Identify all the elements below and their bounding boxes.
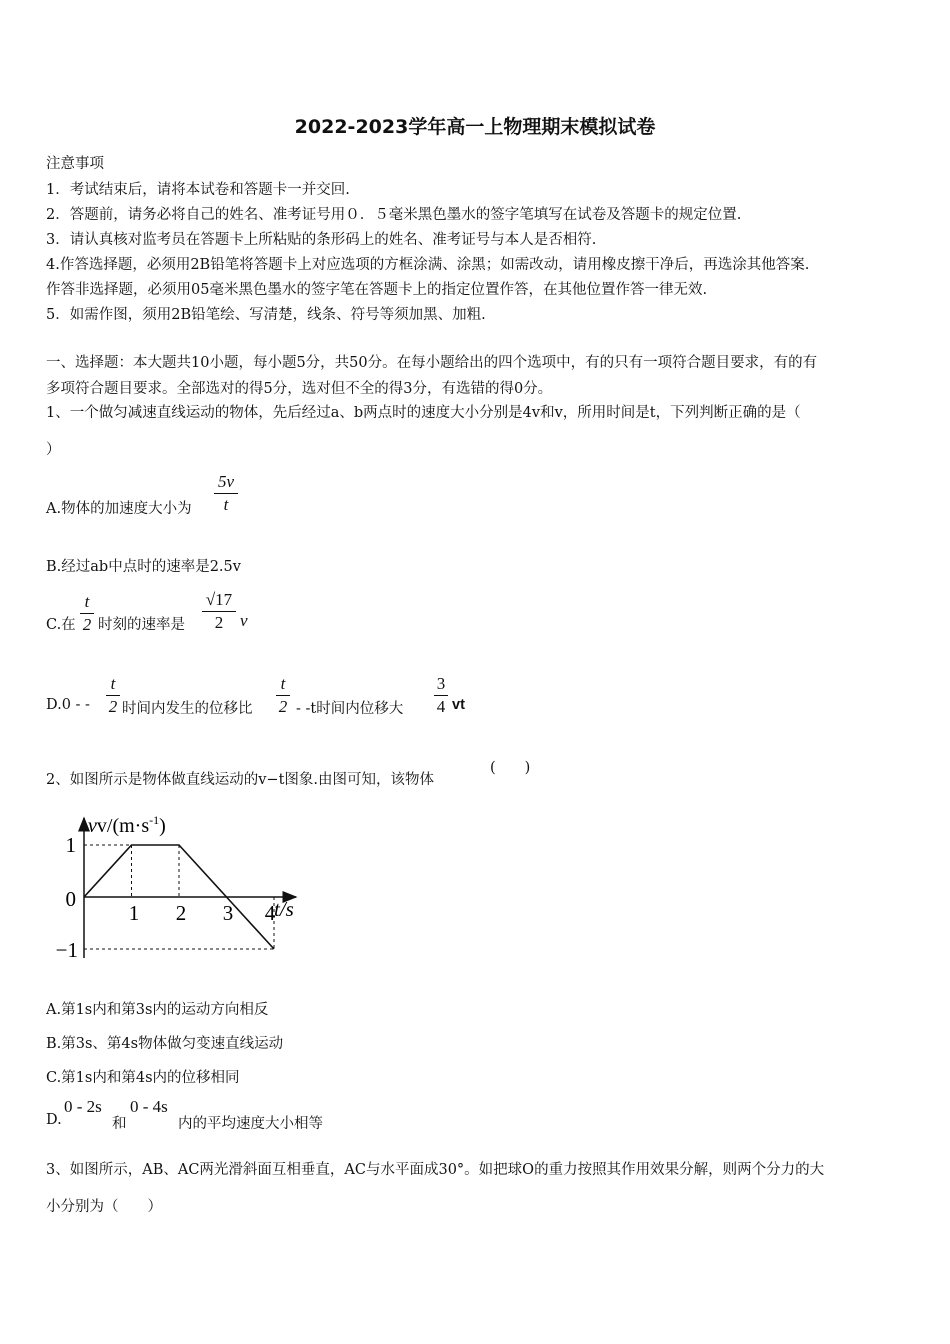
x-tick-label: 2 <box>175 901 187 925</box>
q2-option-c: C.第1s内和第4s内的位移相同 <box>46 1070 240 1086</box>
vt-graph <box>50 808 320 968</box>
q1-stem-close: ） <box>46 442 61 458</box>
q1-stem: 1、一个做匀减速直线运动的物体，先后经过a、b两点时的速度大小分别是4v和v，所用时间是t，下列判断正确的是（ <box>46 405 801 421</box>
page-title: 2022-2023学年高一上物理期末模拟试卷 <box>294 116 656 138</box>
x-tick-label: 4 <box>264 901 276 925</box>
q2-option-b: B.第3s、第4s物体做匀变速直线运动 <box>46 1036 284 1052</box>
q2-option-d: D. <box>46 1112 62 1128</box>
y-tick-label: 0 <box>65 887 76 911</box>
q2-answer-paren: ( ) <box>490 760 531 776</box>
q2-option-a: A.第1s内和第3s内的运动方向相反 <box>46 1002 269 1018</box>
notice-item: 3．请认真核对监考员在答题卡上所粘贴的条形码上的姓名、准考证号与本人是否相符. <box>46 232 597 248</box>
q1-d-text-2: - -t时间内位移大 <box>296 701 404 717</box>
q1-d-fraction-1: t 2 <box>106 674 120 717</box>
q1-d-fraction-2: t 2 <box>276 674 290 717</box>
x-tick-label: 3 <box>222 901 234 925</box>
notice-item: 5．如需作图，须用2B铅笔绘、写清楚，线条、符号等须加黑、加粗. <box>46 307 486 323</box>
q1-option-a: A.物体的加速度大小为 <box>46 501 192 517</box>
q1-d-text: 时间内发生的位移比 <box>122 701 253 717</box>
q1-option-b: B.经过ab中点时的速率是2.5v <box>46 559 241 575</box>
q1-c-time-fraction: t 2 <box>80 592 94 635</box>
notice-heading: 注意事项 <box>46 156 104 172</box>
q1-c-speed-fraction: √17 2 <box>202 590 236 633</box>
y-axis-label: $vv/(m\cdot s^{-1})$ <box>88 813 166 837</box>
q1-option-c: C.在 <box>46 617 76 633</box>
notice-item: 4.作答选择题，必须用2B铅笔将答题卡上对应选项的方框涂满、涂黑；如需改动，请用橡皮擦干净后，再选涂其他答案. <box>46 257 810 273</box>
q2-d-and: 和 <box>112 1116 127 1132</box>
notice-item: 作答非选择题，必须用05毫米黑色墨水的签字笔在答题卡上的指定位置作答，在其他位置作答一律无效. <box>46 282 708 298</box>
section-instructions: 一、选择题：本大题共10小题，每小题5分，共50分。在每小题给出的四个选项中，有的只有一项符合题目要求，有的有 <box>46 355 818 371</box>
q2-d-range-2: 0 - 4s <box>130 1097 168 1116</box>
y-tick-label: 1 <box>65 833 76 857</box>
notice-item: 2．答题前，请务必将自己的姓名、准考证号用０．５毫米黑色墨水的签字笔填写在试卷及答题卡的规定位置. <box>46 207 742 223</box>
notice-item: 1．考试结束后，请将本试卷和答题卡一并交回. <box>46 182 350 198</box>
section-instructions-cont: 多项符合题目要求。全部选对的得5分，选对但不全的得3分，有选错的得0分。 <box>46 381 553 397</box>
q2-d-range-1: 0 - 2s <box>64 1097 102 1116</box>
q2-stem: 2、如图所示是物体做直线运动的v−t图象.由图可知，该物体 <box>46 772 435 788</box>
y-tick-label: −1 <box>55 938 78 962</box>
q2-d-text: 内的平均速度大小相等 <box>178 1116 323 1132</box>
q3-stem: 3、如图所示，AB、AC两光滑斜面互相垂直，AC与水平面成30°。如把球O的重力按照其作用效果分解，则两个分力的大 <box>46 1162 825 1178</box>
x-axis-label: t/s <box>274 897 294 921</box>
x-tick-label: 1 <box>128 901 140 925</box>
q1-d-fraction-3: 3 4 <box>434 674 448 717</box>
q1-a-fraction: 5v t <box>214 472 238 515</box>
q1-d-end: vt <box>452 697 465 713</box>
q1-option-d: D.0 - - <box>46 697 90 713</box>
q1-c-v: v <box>240 611 248 630</box>
q1-c-text: 时刻的速率是 <box>98 617 185 633</box>
q3-stem-cont: 小分别为（ ） <box>46 1199 162 1215</box>
